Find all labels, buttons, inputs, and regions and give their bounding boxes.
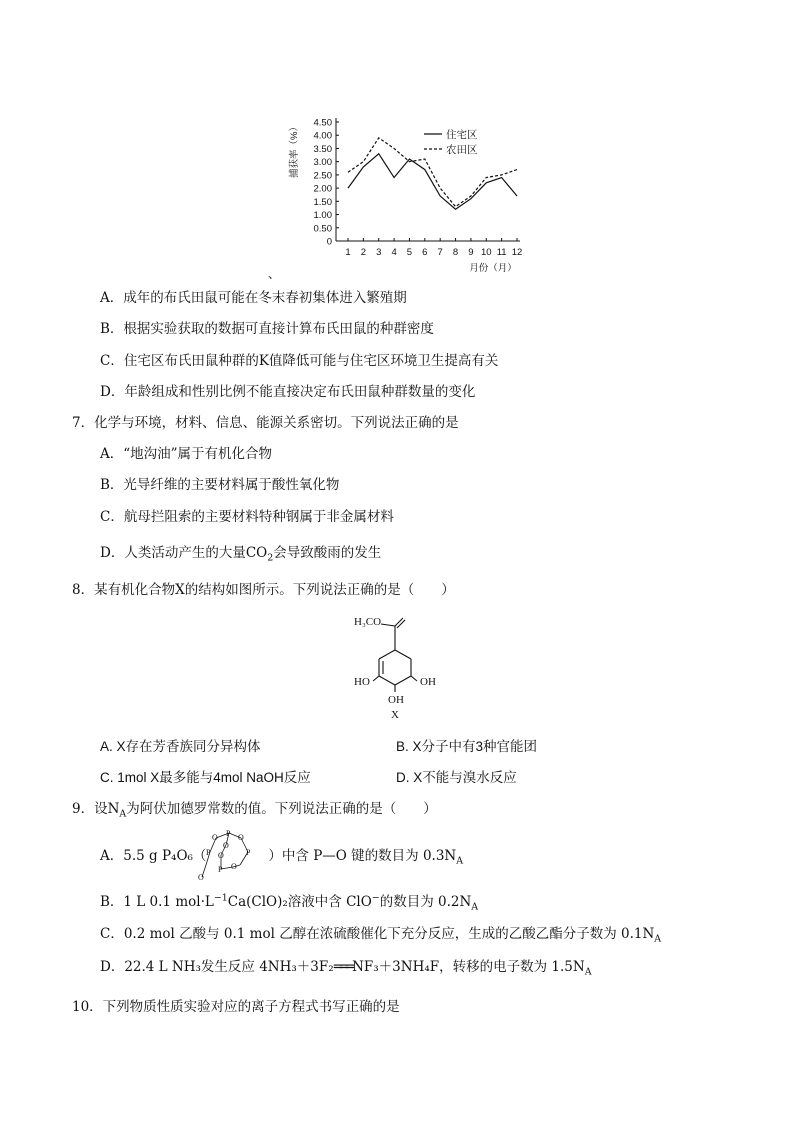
q10-stem: 10．下列物质性质实验对应的离子方程式书写正确的是 [72, 999, 400, 1015]
mol-top-label: H₃CO [354, 616, 382, 628]
y-axis-title: 捕获率（%） [289, 122, 300, 178]
y-tick-label: 4.00 [313, 130, 332, 142]
y-tick-label: 1.00 [313, 210, 332, 222]
x-tick-label: 12 [511, 247, 523, 258]
q8-option-a: A. X存在芳香族同分异构体 [100, 739, 261, 754]
x-tick-label: 8 [452, 247, 459, 258]
x-tick-label: 5 [406, 247, 413, 258]
x-tick-label: 6 [422, 247, 428, 258]
q7-option-c: C．航母拦阻索的主要材料特种钢属于非金属材料 [100, 509, 394, 525]
q7-option-a: A．“地沟油”属于有机化合物 [100, 446, 273, 462]
q7-stem: 7．化学与环境，材料、信息、能源关系密切。下列说法正确的是 [72, 415, 459, 431]
y-tick-label: 4.50 [313, 117, 332, 129]
x-tick-label: 1 [345, 247, 351, 258]
legend-label-1: 住宅区 [446, 129, 478, 141]
p4o6-atom-o: O [218, 851, 224, 860]
y-tick-label: 3.50 [313, 143, 332, 155]
x-tick-label: 11 [496, 247, 507, 258]
p4o6-cage-structure [196, 827, 258, 883]
y-tick-label: 3.00 [313, 157, 332, 169]
q8-option-d: D. X不能与溴水反应 [396, 770, 517, 785]
x-tick-label: 4 [391, 247, 397, 258]
y-tick-label: 2.00 [313, 183, 332, 195]
q9-option-a: A．5.5 g P₄O₆（ ）中含 P—O 键的数目为 $0.3N_A$ [100, 848, 464, 867]
p4o6-atom-o: O [198, 873, 204, 882]
q6-option-b: B．根据实验获取的数据可直接计算布氏田鼠的种群密度 [100, 321, 434, 337]
x-tick-label: 10 [480, 247, 492, 258]
stray-mark: 、 [268, 267, 281, 281]
series-line-1 [348, 154, 517, 210]
q9-stem: 9．设$N_A$为阿伏加德罗常数的值。下列说法正确的是（ ） [72, 801, 437, 820]
p4o6-atom-p: P [206, 848, 211, 857]
y-tick-label: 0 [326, 236, 332, 248]
p4o6-atom-o: O [212, 833, 218, 842]
q9-option-d: D．22.4 L NH₃发生反应 4NH₃＋3F₂═══NF₃＋3NH₄F，转移的电子数为 $1.5N_A$ [100, 959, 592, 978]
q8-option-c: C. 1mol X最多能与4mol NaOH反应 [100, 770, 311, 785]
q7-option-b: B．光导纤维的主要材料属于酸性氧化物 [100, 477, 340, 493]
y-tick-label: 1.50 [313, 196, 332, 208]
q6-option-d: D．年龄组成和性别比例不能直接决定布氏田鼠种群数量的变化 [100, 384, 476, 400]
q8-stem: 8．某有机化合物X的结构如图所示。下列说法正确的是（ ） [72, 582, 455, 598]
x-tick-label: 7 [437, 247, 443, 258]
mol-oh-left: HO [354, 676, 370, 688]
mol-oh-bottom: OH [388, 694, 404, 706]
mol-oh-right: OH [420, 676, 436, 688]
mol-name: X [391, 709, 399, 721]
q9-option-b: B．1 L 0.1 $mol\cdot L^{-1}Ca(ClO)_2$溶液中含 ClO−的数目为 $0.2N_A$ [100, 892, 479, 913]
p4o6-atom-o: O [238, 833, 244, 842]
series-line-2 [348, 138, 517, 207]
q8-option-b: B. X分子中有3种官能团 [396, 739, 538, 754]
q6-option-c: C．住宅区布氏田鼠种群的K值降低可能与住宅区环境卫生提高有关 [100, 353, 499, 369]
p4o6-atom-o: O [231, 862, 237, 871]
q9-option-c: C．0.2 mol 乙酸与 0.1 mol 乙醇在浓硫酸催化下充分反应，生成的乙酸乙酯分子数为 $0.1N_A$ [100, 926, 662, 945]
legend-label-2: 农田区 [446, 144, 478, 156]
q6-option-a: A．成年的布氏田鼠可能在冬末春初集体进入繁殖期 [100, 290, 407, 306]
molecule-x-structure [345, 612, 465, 722]
x-tick-label: 9 [468, 247, 474, 258]
x-tick-label: 2 [360, 247, 367, 258]
x-axis-title: 月份（月） [469, 263, 517, 274]
p4o6-atom-p: P [218, 865, 223, 874]
x-tick-label: 3 [376, 247, 382, 258]
p4o6-atom-p-top: P [226, 829, 231, 838]
p4o6-atom-p: P [246, 848, 251, 857]
y-tick-label: 0.50 [313, 223, 332, 235]
p4o6-atom-o: O [223, 841, 229, 850]
q7-option-d: D．人类活动产生的大量$CO_2$会导致酸雨的发生 [100, 545, 382, 564]
y-tick-label: 2.50 [313, 170, 332, 182]
